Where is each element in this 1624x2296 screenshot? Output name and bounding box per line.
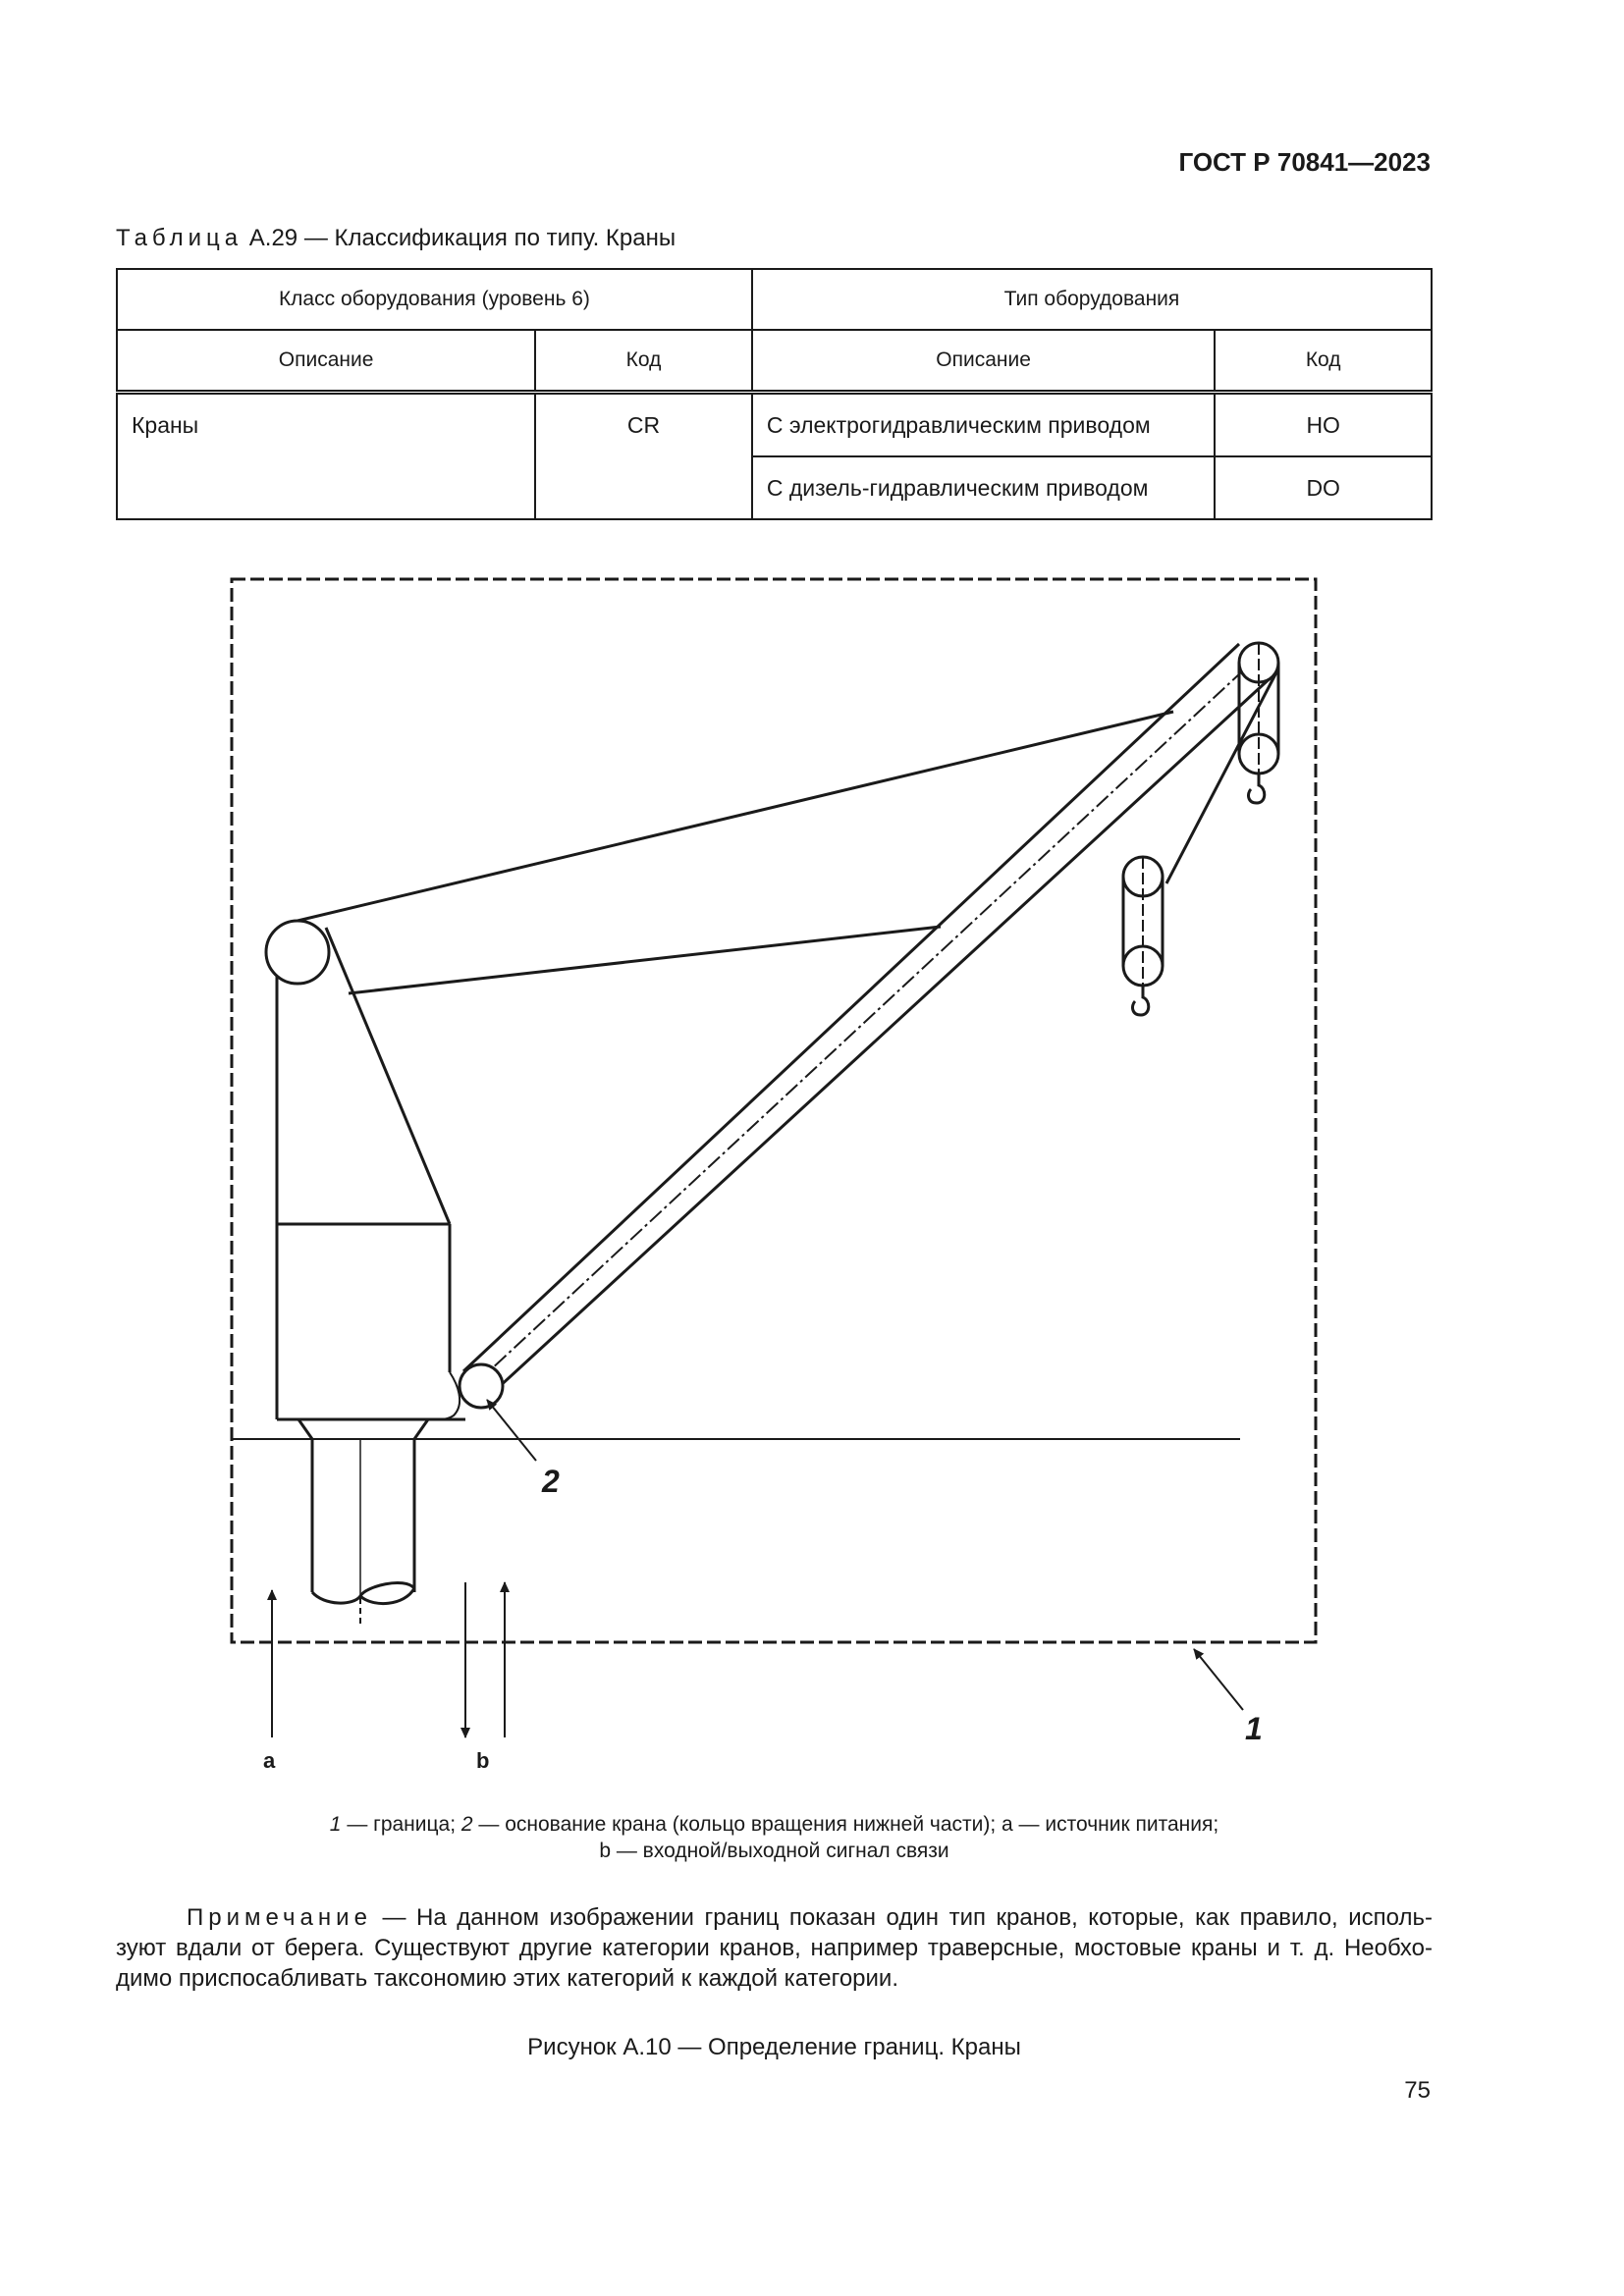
tower-top-sheave bbox=[266, 921, 329, 984]
header-type-description: Описание bbox=[752, 330, 1216, 393]
crane-jib bbox=[463, 644, 1276, 1400]
note-paragraph bbox=[116, 1902, 1433, 1994]
class-code-cell: CR bbox=[535, 393, 752, 520]
header-class-code: Код bbox=[535, 330, 752, 393]
header-equipment-class: Класс оборудования (уровень 6) bbox=[117, 269, 752, 330]
figure-caption: Рисунок А.10 — Определение границ. Краны bbox=[527, 2034, 1021, 2060]
table-caption-prefix: Таблица bbox=[116, 225, 244, 251]
figure-legend bbox=[116, 1811, 1433, 1864]
label-2: 2 bbox=[542, 1464, 560, 1499]
label-2-leader bbox=[487, 1400, 536, 1461]
legend-text-1: — граница; bbox=[341, 1813, 461, 1836]
legend-text-2: — основание крана (кольцо вращения нижней части); а — источник питания; bbox=[472, 1813, 1219, 1836]
type-description-cell: С электрогидравлическим приводом bbox=[752, 393, 1216, 457]
type-code-cell: DO bbox=[1215, 456, 1432, 519]
legend-num-1: 1 bbox=[329, 1813, 342, 1836]
header-equipment-type: Тип оборудования bbox=[752, 269, 1432, 330]
note-prefix: Примечание bbox=[187, 1904, 372, 1931]
class-description-cell: Краны bbox=[117, 393, 535, 520]
auxiliary-hook-block bbox=[1123, 857, 1163, 1015]
legend-line-1 bbox=[116, 1811, 1433, 1838]
label-1-leader bbox=[1194, 1649, 1243, 1710]
type-code-cell: HO bbox=[1215, 393, 1432, 457]
page-number: 75 bbox=[1404, 2077, 1431, 2104]
label-a: a bbox=[263, 1748, 276, 1773]
header-type-code: Код bbox=[1215, 330, 1432, 393]
main-hook-block bbox=[1239, 643, 1278, 803]
crane-tower bbox=[277, 928, 465, 1419]
document-code: ГОСТ Р 70841—2023 bbox=[1178, 147, 1431, 177]
jib-stay bbox=[349, 927, 941, 993]
note-text: — На данном изображении границ показан один тип кранов, которые, как правило, исполь-зуют вдали от берега. Существуют другие категории кранов, например траверсные, мостовые краны и т. д. Необхо-димо приспосабливать таксономию этих категорий к каждой категории. bbox=[116, 1904, 1433, 1992]
legend-num-2: 2 bbox=[460, 1813, 473, 1836]
header-class-description: Описание bbox=[117, 330, 535, 393]
type-description-cell: С дизель-гидравлическим приводом bbox=[752, 456, 1216, 519]
slewing-ring-base bbox=[460, 1364, 503, 1408]
label-1: 1 bbox=[1245, 1711, 1263, 1746]
label-b: b bbox=[476, 1748, 490, 1773]
table-caption-text: А.29 — Классификация по типу. Краны bbox=[243, 225, 677, 251]
legend-line-2: b — входной/выходной сигнал связи bbox=[599, 1840, 949, 1862]
boundary-rectangle bbox=[232, 579, 1316, 1642]
crane-pedestal bbox=[298, 1419, 428, 1625]
